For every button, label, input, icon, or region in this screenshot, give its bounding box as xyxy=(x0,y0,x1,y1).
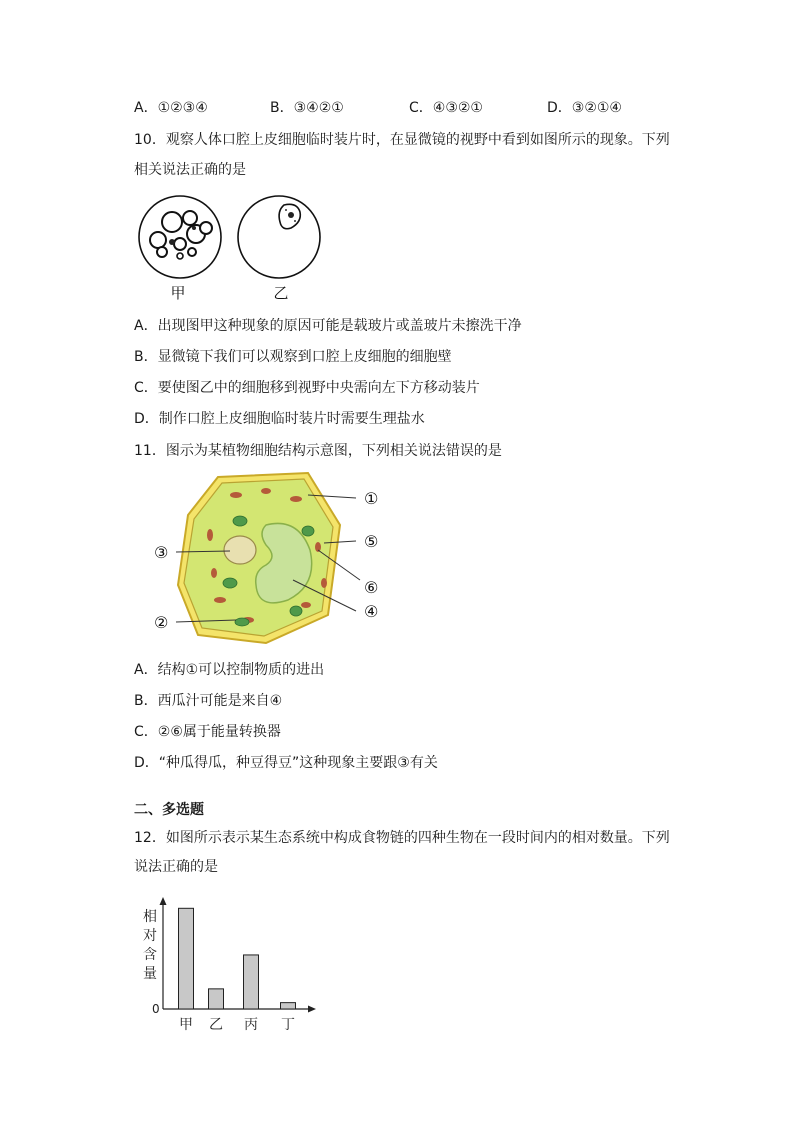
field-label-jia: 甲 xyxy=(170,284,186,302)
q11-option-d[interactable]: D．“种瓜得瓜，种豆得豆”这种现象主要跟③有关 xyxy=(134,755,438,771)
x-tick-label-3: 丁 xyxy=(281,1017,295,1033)
y-axis-label-char-0: 相 xyxy=(143,909,157,925)
q9-option-a[interactable]: A．①②③④ xyxy=(134,100,208,116)
label-5: ⑤ xyxy=(364,532,379,551)
y-axis-label xyxy=(143,908,157,982)
q12-stem-line2: 说法正确的是 xyxy=(134,859,218,875)
bar-1 xyxy=(209,989,224,1009)
y-axis-label-char-1: 对 xyxy=(143,928,157,944)
x-tick-label-1: 乙 xyxy=(209,1017,223,1033)
bars xyxy=(179,908,296,1009)
y-axis-label-char-2: 含 xyxy=(143,947,157,963)
q10-stem-line1: 10．观察人体口腔上皮细胞临时装片时，在显微镜的视野中看到如图所示的现象。下列 xyxy=(134,132,670,148)
bar-3 xyxy=(281,1003,296,1009)
q10-option-a[interactable]: A．出现图甲这种现象的原因可能是载玻片或盖玻片未擦洗干净 xyxy=(134,318,522,334)
q11-option-a[interactable]: A．结构①可以控制物质的进出 xyxy=(134,662,325,678)
nucleus xyxy=(224,536,256,564)
q9-option-b[interactable]: B．③④②① xyxy=(270,100,344,116)
bar-0 xyxy=(179,908,194,1009)
q9-option-d[interactable]: D．③②①④ xyxy=(547,100,622,116)
q10-microscope-figure xyxy=(134,190,334,310)
label-2: ② xyxy=(154,613,169,632)
label-1: ① xyxy=(364,489,379,508)
bar-2 xyxy=(244,955,259,1009)
plant-cell-diagram xyxy=(148,465,398,650)
y-axis-arrow xyxy=(160,897,167,905)
q9-options xyxy=(134,98,654,118)
x-tick-label-0: 甲 xyxy=(179,1017,193,1033)
q10-option-b[interactable]: B．显微镜下我们可以观察到口腔上皮细胞的细胞壁 xyxy=(134,349,452,365)
q10-option-c[interactable]: C．要使图乙中的细胞移到视野中央需向左下方移动装片 xyxy=(134,380,480,396)
q12-stem-line1: 12．如图所示表示某生态系统中构成食物链的四种生物在一段时间内的相对数量。下列 xyxy=(134,830,670,846)
q11-stem: 11．图示为某植物细胞结构示意图，下列相关说法错误的是 xyxy=(134,443,502,459)
q10-option-d[interactable]: D．制作口腔上皮细胞临时装片时需要生理盐水 xyxy=(134,411,425,427)
q11-option-c[interactable]: C．②⑥属于能量转换器 xyxy=(134,724,281,740)
q11-option-b[interactable]: B．西瓜汁可能是来自④ xyxy=(134,693,283,709)
bar-chart xyxy=(136,895,326,1035)
field-yi xyxy=(238,196,320,278)
label-4: ④ xyxy=(364,602,379,621)
field-jia xyxy=(139,196,221,278)
y-axis-label-char-3: 量 xyxy=(143,966,157,982)
label-6: ⑥ xyxy=(364,578,379,597)
origin-label: 0 xyxy=(152,1002,160,1016)
x-tick-labels xyxy=(179,1017,295,1033)
x-tick-label-2: 丙 xyxy=(244,1017,258,1033)
section-title-multiple-choice: 二、多选题 xyxy=(134,802,204,818)
x-axis-arrow xyxy=(308,1006,316,1013)
q9-option-c[interactable]: C．④③②① xyxy=(409,100,483,116)
label-3: ③ xyxy=(154,543,169,562)
q10-stem-line2: 相关说法正确的是 xyxy=(134,162,246,178)
field-label-yi: 乙 xyxy=(273,284,289,302)
